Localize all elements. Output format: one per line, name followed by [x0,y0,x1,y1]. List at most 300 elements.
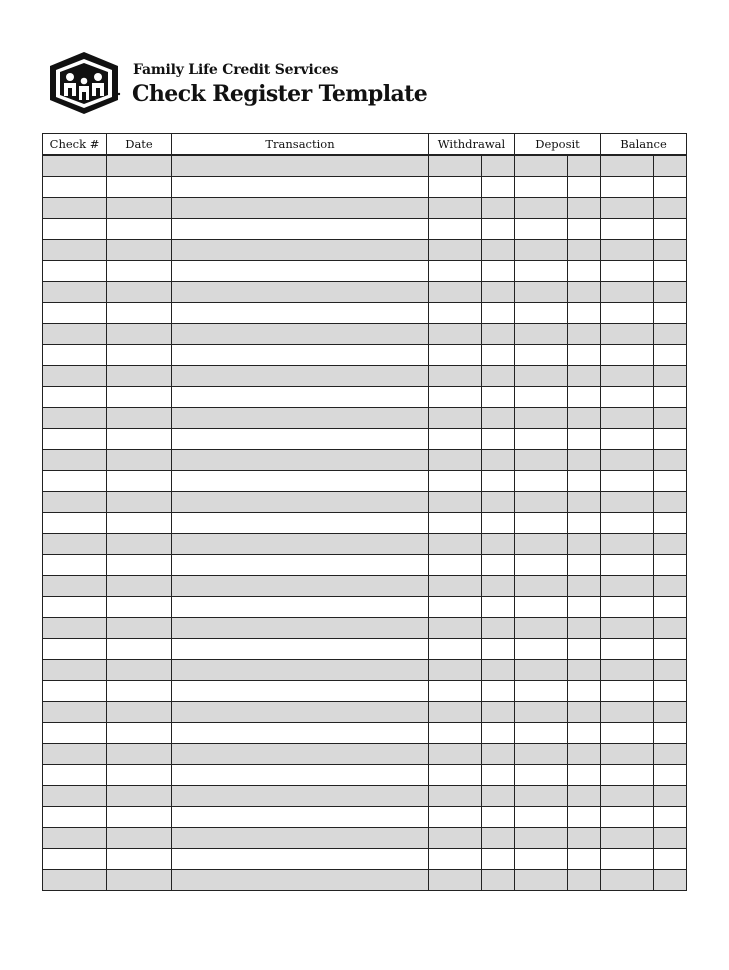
cell-deposit-dollars [515,155,568,177]
cell-balance-cents [654,408,687,429]
table-row [43,597,687,618]
cell-date [107,786,172,807]
cell-date [107,450,172,471]
cell-withdrawal-cents [482,786,515,807]
cell-check [43,387,107,408]
cell-transaction [172,240,429,261]
cell-check [43,681,107,702]
cell-withdrawal-cents [482,765,515,786]
table-row [43,744,687,765]
cell-deposit-cents [568,198,601,219]
table-row [43,765,687,786]
cell-check [43,597,107,618]
cell-withdrawal-dollars [429,597,482,618]
cell-deposit-cents [568,681,601,702]
cell-date [107,177,172,198]
cell-date [107,681,172,702]
cell-deposit-cents [568,240,601,261]
cell-balance-dollars [601,786,654,807]
cell-withdrawal-cents [482,870,515,891]
cell-deposit-dollars [515,723,568,744]
table-row [43,198,687,219]
cell-withdrawal-dollars [429,744,482,765]
cell-balance-cents [654,513,687,534]
cell-balance-dollars [601,387,654,408]
cell-balance-cents [654,555,687,576]
cell-transaction [172,366,429,387]
cell-deposit-dollars [515,198,568,219]
cell-balance-cents [654,618,687,639]
cell-balance-cents [654,744,687,765]
cell-transaction [172,450,429,471]
cell-deposit-cents [568,702,601,723]
cell-withdrawal-dollars [429,471,482,492]
cell-withdrawal-dollars [429,408,482,429]
cell-transaction [172,282,429,303]
cell-balance-dollars [601,155,654,177]
cell-withdrawal-dollars [429,513,482,534]
cell-withdrawal-cents [482,450,515,471]
cell-withdrawal-cents [482,723,515,744]
cell-transaction [172,261,429,282]
cell-check [43,303,107,324]
cell-balance-cents [654,681,687,702]
cell-transaction [172,492,429,513]
cell-transaction [172,744,429,765]
cell-transaction [172,198,429,219]
cell-withdrawal-cents [482,681,515,702]
cell-balance-dollars [601,723,654,744]
cell-deposit-cents [568,219,601,240]
cell-deposit-dollars [515,240,568,261]
cell-balance-dollars [601,345,654,366]
cell-date [107,618,172,639]
cell-balance-dollars [601,408,654,429]
cell-check [43,807,107,828]
cell-transaction [172,324,429,345]
cell-balance-cents [654,849,687,870]
cell-withdrawal-cents [482,492,515,513]
cell-withdrawal-cents [482,261,515,282]
cell-transaction [172,303,429,324]
cell-check [43,828,107,849]
cell-check [43,534,107,555]
cell-deposit-dollars [515,786,568,807]
cell-date [107,303,172,324]
cell-check [43,849,107,870]
cell-date [107,744,172,765]
cell-balance-dollars [601,744,654,765]
table-row [43,618,687,639]
cell-withdrawal-cents [482,219,515,240]
cell-date [107,366,172,387]
cell-balance-dollars [601,639,654,660]
cell-balance-cents [654,660,687,681]
table-row [43,807,687,828]
cell-withdrawal-cents [482,849,515,870]
cell-deposit-cents [568,282,601,303]
cell-deposit-dollars [515,492,568,513]
cell-balance-dollars [601,849,654,870]
cell-date [107,198,172,219]
cell-deposit-dollars [515,765,568,786]
cell-transaction [172,702,429,723]
cell-deposit-cents [568,849,601,870]
cell-balance-dollars [601,555,654,576]
cell-balance-dollars [601,870,654,891]
cell-deposit-cents [568,261,601,282]
cell-withdrawal-cents [482,345,515,366]
cell-check [43,555,107,576]
table-row [43,240,687,261]
cell-withdrawal-dollars [429,618,482,639]
cell-check [43,324,107,345]
cell-check [43,660,107,681]
column-header-withdrawal: Withdrawal [429,134,515,156]
cell-date [107,492,172,513]
cell-date [107,513,172,534]
cell-check [43,155,107,177]
cell-balance-cents [654,597,687,618]
cell-deposit-dollars [515,387,568,408]
cell-balance-dollars [601,660,654,681]
cell-transaction [172,660,429,681]
cell-deposit-dollars [515,177,568,198]
table-row [43,387,687,408]
cell-transaction [172,429,429,450]
cell-balance-cents [654,219,687,240]
cell-withdrawal-cents [482,240,515,261]
cell-date [107,155,172,177]
cell-balance-dollars [601,618,654,639]
table-row [43,408,687,429]
cell-withdrawal-dollars [429,723,482,744]
table-row [43,282,687,303]
cell-check [43,471,107,492]
cell-deposit-cents [568,660,601,681]
cell-date [107,387,172,408]
cell-transaction [172,597,429,618]
cell-date [107,345,172,366]
cell-withdrawal-dollars [429,177,482,198]
cell-balance-dollars [601,303,654,324]
column-header-deposit: Deposit [515,134,601,156]
cell-deposit-cents [568,870,601,891]
cell-transaction [172,387,429,408]
cell-check [43,702,107,723]
cell-deposit-dollars [515,429,568,450]
table-row [43,639,687,660]
table-row [43,513,687,534]
cell-check [43,744,107,765]
cell-transaction [172,807,429,828]
table-row [43,366,687,387]
cell-date [107,576,172,597]
cell-transaction [172,639,429,660]
cell-balance-cents [654,450,687,471]
table-row [43,534,687,555]
cell-deposit-dollars [515,660,568,681]
table-row [43,576,687,597]
cell-balance-dollars [601,282,654,303]
cell-deposit-cents [568,639,601,660]
table-row [43,555,687,576]
table-row [43,177,687,198]
cell-balance-dollars [601,240,654,261]
cell-transaction [172,786,429,807]
table-row [43,828,687,849]
cell-deposit-dollars [515,702,568,723]
cell-deposit-dollars [515,828,568,849]
cell-balance-cents [654,240,687,261]
cell-withdrawal-cents [482,429,515,450]
cell-balance-cents [654,155,687,177]
cell-withdrawal-cents [482,639,515,660]
cell-deposit-cents [568,723,601,744]
cell-withdrawal-cents [482,534,515,555]
cell-date [107,324,172,345]
cell-deposit-dollars [515,639,568,660]
cell-deposit-dollars [515,870,568,891]
cell-date [107,702,172,723]
table-row [43,303,687,324]
cell-balance-dollars [601,261,654,282]
table-row [43,492,687,513]
column-header-check: Check # [43,134,107,156]
cell-date [107,282,172,303]
cell-check [43,492,107,513]
cell-withdrawal-dollars [429,345,482,366]
cell-balance-dollars [601,807,654,828]
cell-deposit-cents [568,534,601,555]
cell-date [107,807,172,828]
cell-date [107,429,172,450]
cell-withdrawal-cents [482,807,515,828]
cell-withdrawal-dollars [429,702,482,723]
cell-balance-dollars [601,219,654,240]
table-row [43,324,687,345]
cell-deposit-dollars [515,345,568,366]
table-row [43,219,687,240]
cell-withdrawal-dollars [429,660,482,681]
table-row [43,681,687,702]
cell-deposit-cents [568,450,601,471]
cell-deposit-cents [568,408,601,429]
cell-withdrawal-dollars [429,555,482,576]
cell-date [107,723,172,744]
cell-deposit-dollars [515,219,568,240]
cell-balance-cents [654,282,687,303]
cell-transaction [172,345,429,366]
cell-transaction [172,513,429,534]
cell-deposit-cents [568,177,601,198]
cell-deposit-cents [568,828,601,849]
cell-balance-cents [654,576,687,597]
cell-check [43,576,107,597]
cell-withdrawal-dollars [429,240,482,261]
cell-balance-cents [654,786,687,807]
cell-deposit-cents [568,807,601,828]
table-row [43,261,687,282]
cell-transaction [172,155,429,177]
cell-withdrawal-cents [482,303,515,324]
cell-deposit-cents [568,324,601,345]
cell-withdrawal-dollars [429,219,482,240]
cell-withdrawal-dollars [429,155,482,177]
cell-date [107,765,172,786]
cell-balance-dollars [601,534,654,555]
cell-withdrawal-dollars [429,261,482,282]
cell-balance-cents [654,534,687,555]
cell-deposit-dollars [515,744,568,765]
cell-withdrawal-cents [482,282,515,303]
cell-deposit-cents [568,513,601,534]
cell-withdrawal-dollars [429,303,482,324]
cell-withdrawal-dollars [429,870,482,891]
cell-deposit-dollars [515,849,568,870]
cell-balance-dollars [601,198,654,219]
cell-withdrawal-cents [482,555,515,576]
cell-withdrawal-cents [482,513,515,534]
cell-balance-dollars [601,177,654,198]
cell-balance-cents [654,702,687,723]
cell-withdrawal-cents [482,366,515,387]
cell-deposit-cents [568,765,601,786]
cell-transaction [172,555,429,576]
cell-date [107,597,172,618]
cell-transaction [172,723,429,744]
cell-deposit-dollars [515,261,568,282]
cell-withdrawal-cents [482,177,515,198]
cell-transaction [172,219,429,240]
cell-deposit-dollars [515,576,568,597]
cell-withdrawal-dollars [429,450,482,471]
cell-transaction [172,618,429,639]
cell-balance-cents [654,723,687,744]
cell-date [107,261,172,282]
cell-deposit-cents [568,492,601,513]
cell-date [107,639,172,660]
cell-withdrawal-dollars [429,828,482,849]
cell-balance-cents [654,492,687,513]
cell-withdrawal-dollars [429,807,482,828]
cell-deposit-dollars [515,681,568,702]
org-name: Family Life Credit Services [133,62,339,78]
cell-date [107,870,172,891]
cell-check [43,177,107,198]
cell-balance-dollars [601,471,654,492]
cell-withdrawal-dollars [429,492,482,513]
cell-transaction [172,534,429,555]
page-header [46,50,646,116]
cell-deposit-dollars [515,303,568,324]
cell-withdrawal-cents [482,828,515,849]
cell-withdrawal-cents [482,198,515,219]
table-row [43,702,687,723]
cell-withdrawal-dollars [429,387,482,408]
cell-withdrawal-cents [482,660,515,681]
table-row [43,660,687,681]
cell-deposit-dollars [515,618,568,639]
cell-balance-cents [654,807,687,828]
cell-check [43,786,107,807]
cell-deposit-cents [568,576,601,597]
cell-check [43,723,107,744]
cell-withdrawal-cents [482,744,515,765]
cell-withdrawal-cents [482,155,515,177]
cell-deposit-cents [568,155,601,177]
cell-withdrawal-cents [482,324,515,345]
cell-balance-dollars [601,765,654,786]
cell-check [43,219,107,240]
cell-date [107,555,172,576]
cell-deposit-cents [568,597,601,618]
cell-deposit-dollars [515,597,568,618]
cell-balance-cents [654,324,687,345]
cell-balance-dollars [601,513,654,534]
cell-balance-cents [654,870,687,891]
cell-deposit-cents [568,786,601,807]
cell-deposit-cents [568,555,601,576]
cell-check [43,450,107,471]
cell-withdrawal-dollars [429,282,482,303]
cell-balance-dollars [601,681,654,702]
cell-balance-cents [654,765,687,786]
cell-transaction [172,408,429,429]
column-header-transaction: Transaction [172,134,429,156]
cell-date [107,219,172,240]
cell-check [43,240,107,261]
cell-withdrawal-dollars [429,576,482,597]
cell-deposit-dollars [515,366,568,387]
cell-deposit-dollars [515,471,568,492]
cell-deposit-cents [568,303,601,324]
cell-balance-cents [654,471,687,492]
cell-withdrawal-cents [482,702,515,723]
cell-check [43,429,107,450]
cell-check [43,639,107,660]
cell-withdrawal-dollars [429,765,482,786]
cell-balance-cents [654,198,687,219]
cell-withdrawal-cents [482,387,515,408]
cell-withdrawal-cents [482,471,515,492]
cell-balance-dollars [601,828,654,849]
register-rows [43,155,687,891]
cell-transaction [172,576,429,597]
cell-withdrawal-dollars [429,849,482,870]
cell-date [107,471,172,492]
table-row [43,345,687,366]
cell-withdrawal-dollars [429,681,482,702]
family-house-logo-icon [46,50,122,116]
cell-balance-dollars [601,492,654,513]
cell-check [43,261,107,282]
column-header-balance: Balance [601,134,687,156]
cell-check [43,513,107,534]
cell-balance-dollars [601,702,654,723]
cell-balance-cents [654,261,687,282]
cell-deposit-dollars [515,807,568,828]
cell-deposit-dollars [515,555,568,576]
cell-date [107,408,172,429]
cell-deposit-cents [568,345,601,366]
cell-balance-dollars [601,450,654,471]
cell-balance-cents [654,828,687,849]
cell-withdrawal-cents [482,408,515,429]
cell-deposit-cents [568,471,601,492]
cell-withdrawal-cents [482,576,515,597]
cell-date [107,828,172,849]
